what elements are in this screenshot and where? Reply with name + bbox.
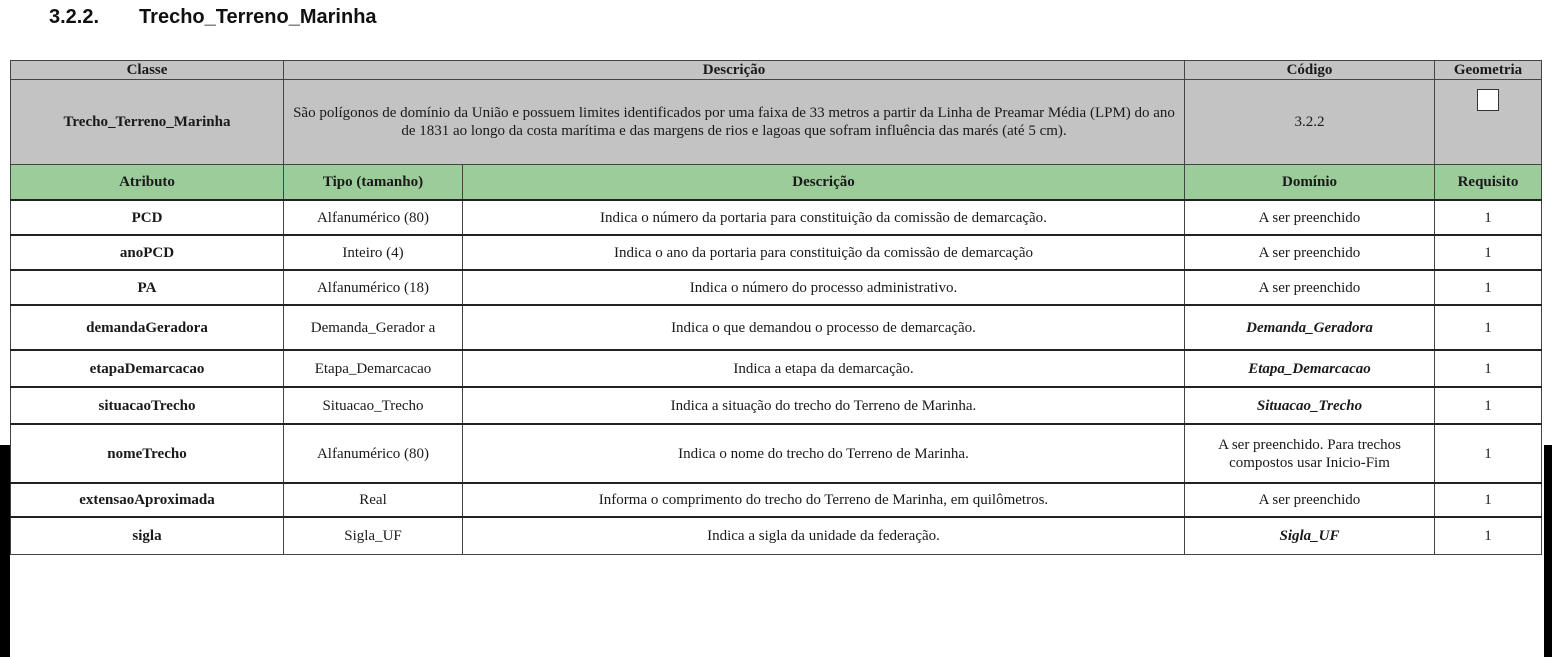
attribute-name: demandaGeradora bbox=[11, 305, 284, 350]
header-descricao: Descrição bbox=[284, 61, 1185, 80]
attribute-description: Informa o comprimento do trecho do Terreno de Marinha, em quilômetros. bbox=[463, 483, 1185, 517]
attribute-type: Alfanumérico (80) bbox=[284, 200, 463, 235]
attribute-name: nomeTrecho bbox=[11, 424, 284, 483]
attribute-name: etapaDemarcacao bbox=[11, 350, 284, 387]
section-number: 3.2.2. bbox=[49, 6, 100, 28]
attribute-description: Indica a situação do trecho do Terreno de Marinha. bbox=[463, 387, 1185, 424]
table-row bbox=[11, 483, 1542, 517]
attribute-type: Sigla_UF bbox=[284, 517, 463, 554]
class-spec-table bbox=[10, 60, 1542, 555]
attribute-domain: Demanda_Geradora bbox=[1185, 305, 1435, 350]
class-geometry bbox=[1435, 80, 1542, 165]
attribute-description: Indica a sigla da unidade da federação. bbox=[463, 517, 1185, 554]
polygon-checkbox-icon bbox=[1477, 89, 1499, 111]
attribute-domain: Situacao_Trecho bbox=[1185, 387, 1435, 424]
left-edge-bar bbox=[0, 445, 10, 657]
table-row bbox=[11, 235, 1542, 270]
table-row bbox=[11, 200, 1542, 235]
class-description: São polígonos de domínio da União e possuem limites identificados por uma faixa de 33 metros a partir da Linha de Preamar Média (LPM) do ano de 1831 ao longo da costa marítima e das margens de rios e lagoas que sofram influência das marés (até 5 cm). bbox=[284, 80, 1185, 165]
class-header-row bbox=[11, 61, 1542, 80]
attribute-type: Alfanumérico (80) bbox=[284, 424, 463, 483]
attribute-description: Indica o ano da portaria para constituição da comissão de demarcação bbox=[463, 235, 1185, 270]
header-tipo: Tipo (tamanho) bbox=[284, 165, 463, 201]
attribute-requirement: 1 bbox=[1435, 517, 1542, 554]
table-row bbox=[11, 387, 1542, 424]
attribute-name: sigla bbox=[11, 517, 284, 554]
attribute-domain: A ser preenchido bbox=[1185, 200, 1435, 235]
attribute-requirement: 1 bbox=[1435, 305, 1542, 350]
attribute-name: extensaoAproximada bbox=[11, 483, 284, 517]
attribute-requirement: 1 bbox=[1435, 483, 1542, 517]
attribute-domain: A ser preenchido. Para trechos compostos usar Inicio-Fim bbox=[1185, 424, 1435, 483]
attribute-type: Etapa_Demarcacao bbox=[284, 350, 463, 387]
attribute-description: Indica o número da portaria para constituição da comissão de demarcação. bbox=[463, 200, 1185, 235]
header-codigo: Código bbox=[1185, 61, 1435, 80]
attribute-domain: A ser preenchido bbox=[1185, 483, 1435, 517]
attribute-name: PCD bbox=[11, 200, 284, 235]
attribute-name: anoPCD bbox=[11, 235, 284, 270]
table-row bbox=[11, 305, 1542, 350]
attribute-name: situacaoTrecho bbox=[11, 387, 284, 424]
attribute-requirement: 1 bbox=[1435, 387, 1542, 424]
attribute-domain: Etapa_Demarcacao bbox=[1185, 350, 1435, 387]
class-row bbox=[11, 80, 1542, 165]
attribute-requirement: 1 bbox=[1435, 200, 1542, 235]
header-atributo: Atributo bbox=[11, 165, 284, 201]
header-requisito: Requisito bbox=[1435, 165, 1542, 201]
attribute-requirement: 1 bbox=[1435, 424, 1542, 483]
class-code: 3.2.2 bbox=[1185, 80, 1435, 165]
section-title: Trecho_Terreno_Marinha bbox=[139, 6, 377, 28]
attribute-type: Inteiro (4) bbox=[284, 235, 463, 270]
attribute-description: Indica a etapa da demarcação. bbox=[463, 350, 1185, 387]
header-classe: Classe bbox=[11, 61, 284, 80]
header-dominio: Domínio bbox=[1185, 165, 1435, 201]
attribute-name: PA bbox=[11, 270, 284, 305]
attribute-domain: A ser preenchido bbox=[1185, 235, 1435, 270]
attribute-type: Alfanumérico (18) bbox=[284, 270, 463, 305]
attribute-description: Indica o que demandou o processo de demarcação. bbox=[463, 305, 1185, 350]
attribute-requirement: 1 bbox=[1435, 350, 1542, 387]
attribute-domain: Sigla_UF bbox=[1185, 517, 1435, 554]
table-row bbox=[11, 424, 1542, 483]
table-row bbox=[11, 517, 1542, 554]
section-heading bbox=[49, 6, 377, 29]
attribute-description: Indica o número do processo administrativo. bbox=[463, 270, 1185, 305]
attribute-type: Situacao_Trecho bbox=[284, 387, 463, 424]
table-row bbox=[11, 350, 1542, 387]
attribute-requirement: 1 bbox=[1435, 235, 1542, 270]
table-row bbox=[11, 270, 1542, 305]
header-geometria: Geometria bbox=[1435, 61, 1542, 80]
attribute-description: Indica o nome do trecho do Terreno de Marinha. bbox=[463, 424, 1185, 483]
right-edge-bar bbox=[1544, 445, 1552, 657]
attribute-requirement: 1 bbox=[1435, 270, 1542, 305]
attribute-domain: A ser preenchido bbox=[1185, 270, 1435, 305]
header-attr-descricao: Descrição bbox=[463, 165, 1185, 201]
attribute-type: Demanda_Gerador a bbox=[284, 305, 463, 350]
attribute-header-row bbox=[11, 165, 1542, 201]
attribute-type: Real bbox=[284, 483, 463, 517]
class-name: Trecho_Terreno_Marinha bbox=[11, 80, 284, 165]
attribute-rows bbox=[11, 200, 1542, 554]
